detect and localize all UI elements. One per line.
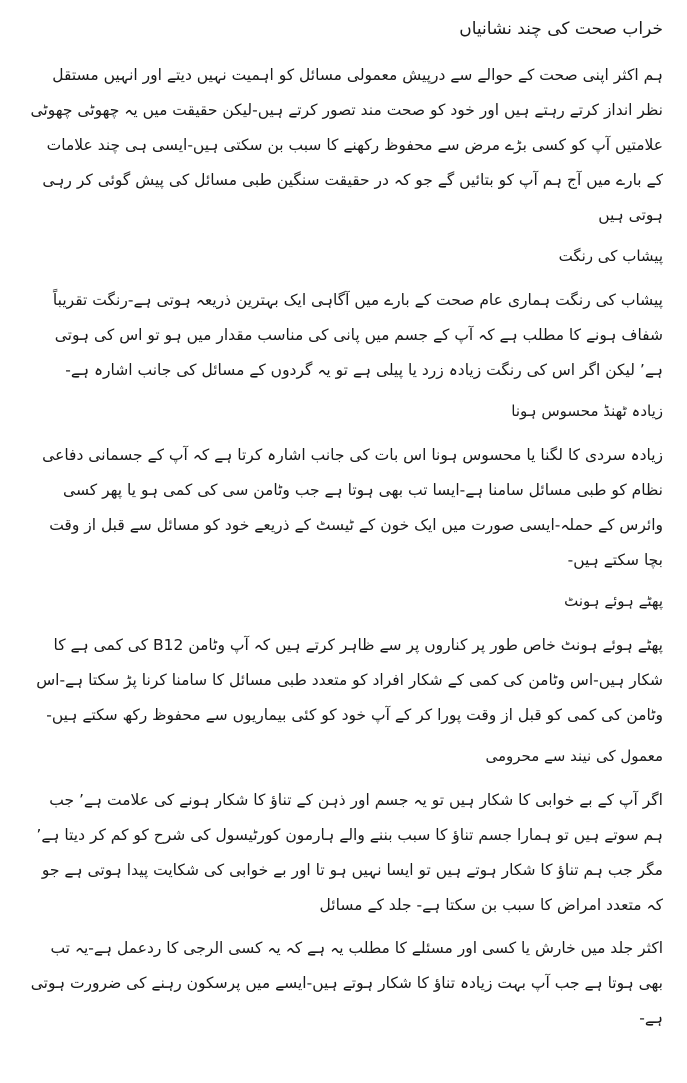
section-body-urine-color: پیشاب کی رنگت ہماری عام صحت کے بارے میں آگاہی ایک بہترین ذریعہ ہوتی ہے-رنگت تقریباً شفاف ہونے کا مطلب ہے کہ آپ کے جسم میں پانی کی مناسب مقدار میں ہو تو اس کی ہوتی ہے٬ لیکن اگر اس کی رنگت زیادہ زرد یا پیلی ہے تو یہ گردوں کے مسائل کی جانب اشارہ ہے- <box>52 291 663 379</box>
section-body-feeling-cold: زیادہ سردی کا لگنا یا محسوس ہونا اس بات کی جانب اشارہ کرتا ہے کہ آپ کے جسمانی دفاعی نظام کو طبی مسائل سامنا ہے-ایسا تب بھی ہوتا ہے جب وٹامن سی کی کمی ہو یا پھر کسی وائرس کے حملہ-ایسی صورت میں ایک خون کے ٹیسٹ کے ذریعے خود کو مسائل سے قبل از وقت بچا سکتے ہیں- <box>42 446 663 569</box>
article-title: خراب صحت کی چند نشانیاں <box>459 19 663 39</box>
section-body-sleep-loss: اگر آپ کے بے خوابی کا شکار ہیں تو یہ جسم اور ذہن کے تناؤ کا شکار ہونے کی علامت ہے٬ جب ہم سوتے ہیں تو ہمارا جسم تناؤ کا سبب بننے والے ہارمون کورٹیسول کی شرح کو کم کر دیتا ہے٬ مگر جب ہم تناؤ کا شکار ہوتے ہیں تو ایسا نہیں ہو تا اور بے خوابی کی شکایت پیدا ہوتی ہے جو کہ متعدد امراض کا سبب بن سکتا ہے- جلد کے مسائل <box>36 791 663 914</box>
section-heading-sleep-loss: معمول کی نیند سے محرومی <box>485 747 663 765</box>
section-body-cracked-lips: پھٹے ہوئے ہونٹ خاص طور پر کناروں پر سے ظاہر کرتے ہیں کہ آپ وٹامن B12 کی کمی ہے کا شکار ہیں-اس وٹامن کی کمی کے شکار افراد کو متعدد طبی مسائل کا سامنا کرنا پڑ سکتا ہے-اس وٹامن کی کمی کو قبل از وقت پورا کر کے آپ خود کو کئی بیماریوں سے محفوظ رکھ سکتے ہیں- <box>36 636 663 724</box>
section-heading-urine-color: پیشاب کی رنگت <box>558 247 663 265</box>
intro-paragraph: ہم اکثر اپنی صحت کے حوالے سے درپیش معمولی مسائل کو اہمیت نہیں دیتے اور انہیں مستقل نظر انداز کرتے رہتے ہیں اور خود کو صحت مند تصور کرتے ہیں-لیکن حقیقت میں یہ چھوٹی چھوٹی علامتیں آپ کو کسی بڑے مرض سے محفوظ رکھنے کا سبب بن سکتی ہیں-ایسی ہی چند علامات کے بارے میں آج ہم آپ کو بتائیں گے جو کہ در حقیقت سنگین طبی مسائل کی پیش گوئی کر رہی ہوتی ہیں <box>30 66 663 224</box>
closing-paragraph: اکثر جلد میں خارش یا کسی اور مسئلے کا مطلب یہ ہے کہ یہ کسی الرجی کا ردعمل ہے-یہ تب بھی ہوتا ہے جب آپ بہت زیادہ تناؤ کا شکار ہوتے ہیں-ایسے میں پرسکون رہنے کی ضرورت ہوتی ہے- <box>30 939 663 1027</box>
section-heading-cracked-lips: پھٹے ہوئے ہونٹ <box>564 592 663 610</box>
section-heading-feeling-cold: زیادہ ٹھنڈ محسوس ہونا <box>511 402 663 420</box>
